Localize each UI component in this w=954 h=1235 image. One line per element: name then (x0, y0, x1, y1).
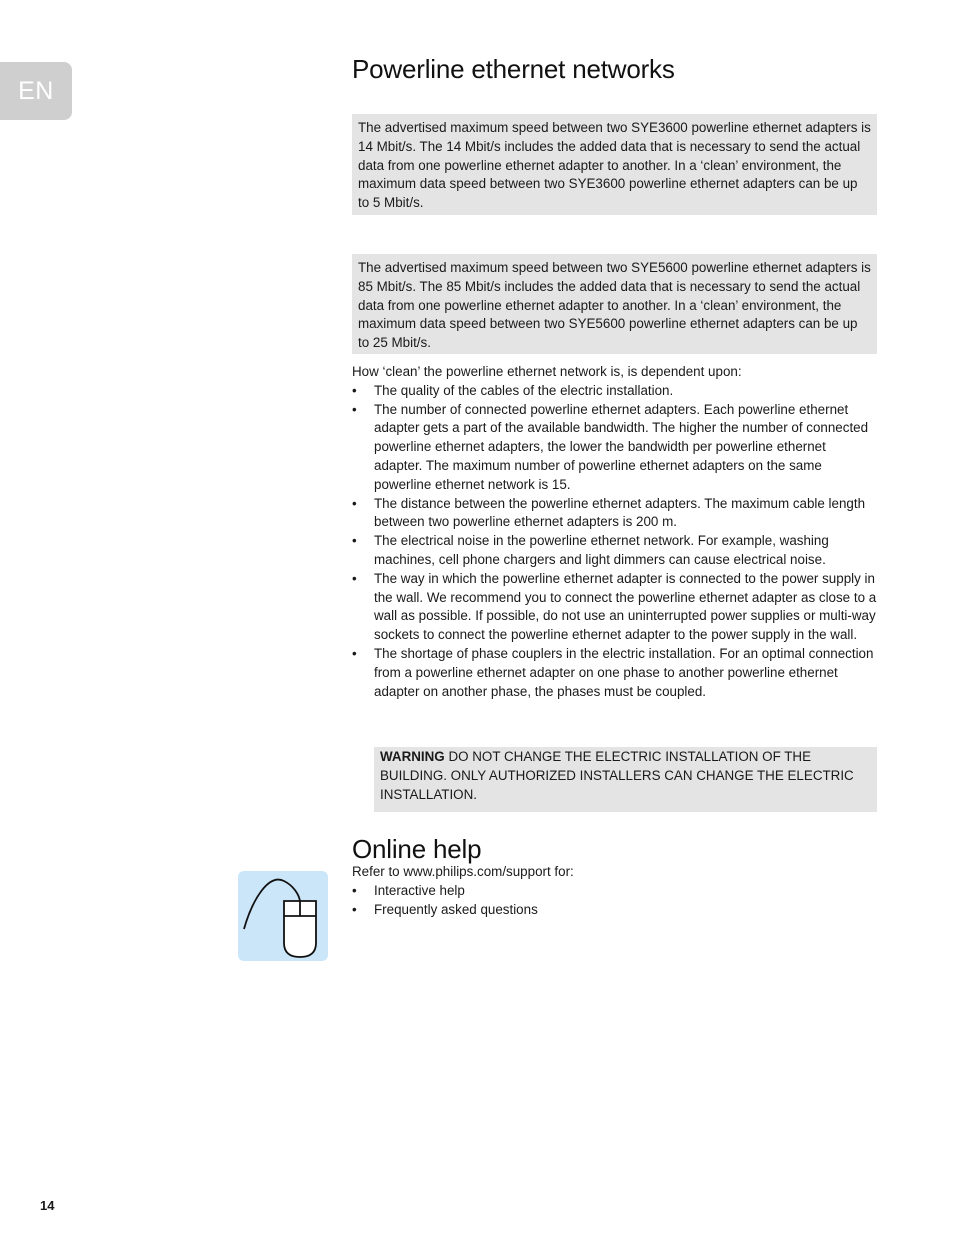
warning-label: WARNING (380, 749, 445, 764)
list-item: • The electrical noise in the powerline ethernet network. For example, washing machines, cell phone chargers and light dimmers can cause electrical noise. (352, 533, 829, 567)
note-text-sye3600: The advertised maximum speed between two SYE3600 powerline ethernet adapters is 14 Mbit/s. The 14 Mbit/s includes the added data that is necessary to send the actual data from one powerline ethernet adapter to another. In a ‘clean’ environment, the maximum data speed between two SYE3600 powerline ethernet adapters can be up to 5 Mbit/s. (358, 120, 871, 211)
language-tab (0, 62, 72, 120)
note-text-sye5600: The advertised maximum speed between two SYE5600 powerline ethernet adapters is 85 Mbit/s. The 85 Mbit/s includes the added data that is necessary to send the actual data from one powerline ethernet adapter to another. In a ‘clean’ environment, the maximum data speed between two SYE5600 powerline ethernet adapters can be up to 25 Mbit/s. (358, 260, 871, 351)
list-item: • Frequently asked questions (352, 901, 538, 917)
cleanliness-section (352, 363, 877, 701)
online-help-intro: Refer to www.philips.com/support for: (352, 864, 574, 879)
list-item: • The quality of the cables of the electric installation. (352, 382, 674, 398)
language-tab-label: EN (18, 76, 54, 105)
warning-text: DO NOT CHANGE THE ELECTRIC INSTALLATION OF THE BUILDING. ONLY AUTHORIZED INSTALLERS CAN CHANGE THE ELECTRIC INSTALLATION. (380, 749, 854, 802)
section-title-online-help: Online help (352, 834, 482, 864)
list-item: • The way in which the powerline ethernet adapter is connected to the power supply in the wall. We recommend you to connect the powerline ethernet adapter as close to a wall as possible. If possible, do not use an uninterrupted power supplies or multi-way sockets to connect the powerline ethernet adapter to the power supply in the wall. (352, 570, 877, 643)
section-title-powerline: Powerline ethernet networks (352, 54, 675, 84)
list-item: • Interactive help (352, 882, 465, 898)
note-box-sye3600 (352, 114, 877, 215)
page-number: 14 (40, 1198, 55, 1213)
cleanliness-intro: How ‘clean’ the powerline ethernet network is, is dependent upon: (352, 364, 742, 379)
list-item: • The number of connected powerline ethernet adapters. Each powerline ethernet adapter gets a part of the available bandwidth. The higher the number of connected powerline ethernet adapters, the lower the bandwidth per powerline ethernet adapter. The maximum number of powerline ethernet adapters on the same powerline ethernet network is 15. (352, 401, 869, 492)
computer-mouse-icon (238, 871, 328, 961)
mouse-icon-graphic (238, 871, 328, 961)
list-item: • The shortage of phase couplers in the electric installation. For an optimal connection from a powerline ethernet adapter on one phase to another powerline ethernet adapter on another phase, the phases must be coupled. (352, 645, 874, 699)
list-item: • The distance between the powerline ethernet adapters. The maximum cable length between two powerline ethernet adapters is 200 m. (352, 495, 866, 530)
note-box-sye5600 (352, 254, 877, 354)
warning-box (374, 747, 877, 812)
online-help-list (352, 882, 877, 920)
online-help-section (352, 863, 877, 919)
cleanliness-list (352, 382, 877, 702)
